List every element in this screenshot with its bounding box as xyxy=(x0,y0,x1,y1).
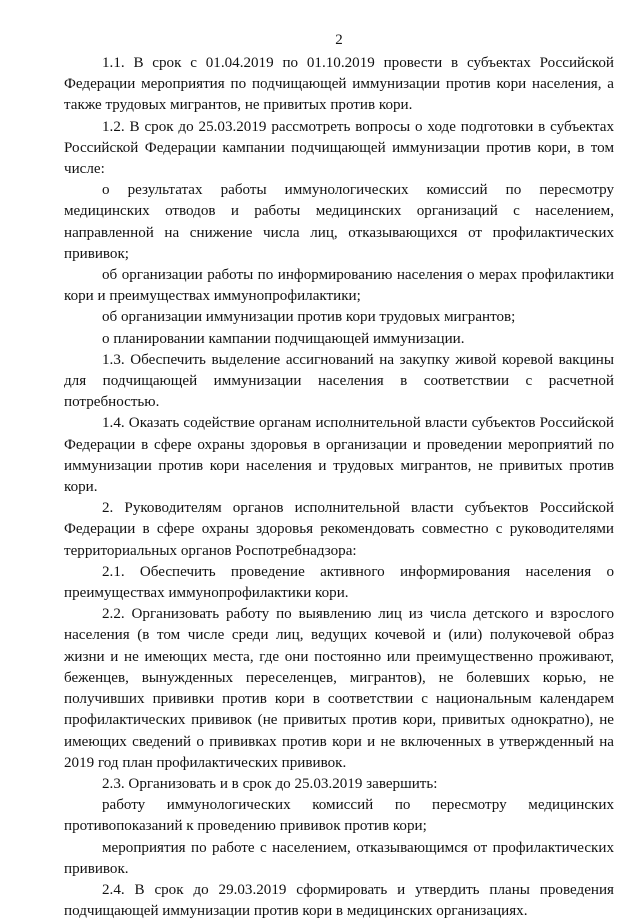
paragraph-2-4: 2.4. В срок до 29.03.2019 сформировать и утвердить планы проведения подчищающей иммунизации против кори в медицинских организациях. xyxy=(64,881,614,920)
paragraph-2-1: 2.1. Обеспечить проведение активного информирования населения о преимуществах иммунопрофилактики кори. xyxy=(64,563,614,602)
paragraph-1-2-item-migrants: об организации иммунизации против кори трудовых мигрантов; xyxy=(102,309,516,326)
paragraph-1-1: 1.1. В срок с 01.04.2019 по 01.10.2019 провести в субъектах Российской Федерации мероприятия по подчищающей иммунизации против кори населения, а также трудовых мигрантов, не привитых против кори. xyxy=(64,55,614,114)
page-number: 2 xyxy=(335,32,343,48)
paragraph-1-2-item-commissions: о результатах работы иммунологических комиссий по пересмотру медицинских отводов и работы медицинских организаций с населением, направленной на снижение числа лиц, отказывающихся от профилактических прививок; xyxy=(64,182,614,262)
paragraph-1-3: 1.3. Обеспечить выделение ассигнований на закупку живой коревой вакцины для подчищающей иммунизации населения в соответствии с расчетной потребностью. xyxy=(64,351,614,411)
paragraph-1-2-item-informing: об организации работы по информированию населения о мерах профилактики кори и преимуществах иммунопрофилактики; xyxy=(64,267,614,305)
paragraph-2-2: 2.2. Организовать работу по выявлению лиц из числа детского и взрослого населения (в том числе среди лиц, ведущих кочевой и (или) полукочевой образ жизни и не имеющих места, где они постоянно или преимущественно проживают, беженцев, вынужденных переселенцев, мигрантов), не болевших корью, не получивших прививки против кори в соответствии с национальным календарем профилактических прививок (не привитых против кори, привитых однократно), не имеющих сведений о прививках против кори и не включенных в утвержденный на 2019 год план профилактических прививок. xyxy=(64,606,614,771)
paragraph-2-3-item-commissions: работу иммунологических комиссий по пересмотру медицинских противопоказаний к проведению прививок против кори; xyxy=(64,797,614,835)
paragraph-2-3: 2.3. Организовать и в срок до 25.03.2019 завершить: xyxy=(102,775,438,792)
paragraph-2-3-item-population: мероприятия по работе с населением, отказывающимся от профилактических прививок. xyxy=(64,839,614,877)
paragraph-2: 2. Руководителям органов исполнительной власти субъектов Российской Федерации в сфере охраны здоровья рекомендовать совместно с руководителями территориальных органов Роспотребнадзора: xyxy=(64,500,614,559)
paragraph-1-2: 1.2. В срок до 25.03.2019 рассмотреть вопросы о ходе подготовки в субъектах Российской Федерации кампании подчищающей иммунизации против кори, в том числе: xyxy=(64,118,614,178)
paragraph-1-2-item-planning: о планировании кампании подчищающей иммунизации. xyxy=(102,330,465,347)
paragraph-1-4: 1.4. Оказать содействие органам исполнительной власти субъектов Российской Федерации в сфере охраны здоровья в организации и проведении мероприятий по иммунизации против кори населения и трудовых мигрантов, не привитых против кори. xyxy=(64,415,614,496)
